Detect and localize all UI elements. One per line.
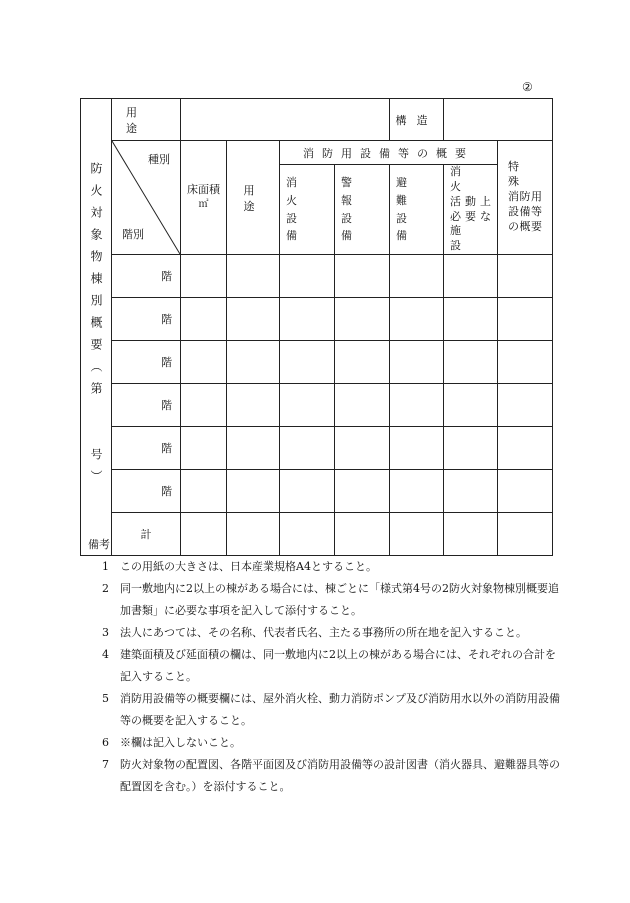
usage-cell-input[interactable]	[227, 384, 280, 427]
special-input[interactable]	[498, 384, 553, 427]
floor-cell: 階	[112, 255, 181, 298]
note-text: 同一敷地内に2以上の棟がある場合には、棟ごとに「様式第4号の2防火対象物棟別概要追加書類」に必要な事項を記入して添付すること。	[120, 582, 559, 617]
extinguishing-line: 設 備	[286, 211, 319, 243]
vertical-title-cell	[81, 99, 112, 556]
note-number: 3	[102, 626, 109, 639]
note-number: 1	[102, 560, 109, 573]
total-label: 計	[112, 513, 181, 556]
usage-cell-input[interactable]	[227, 470, 280, 513]
floor-area-input[interactable]	[181, 255, 227, 298]
evacuation-input[interactable]	[390, 255, 444, 298]
alarm-input[interactable]	[335, 427, 390, 470]
special-line: 消防用	[508, 190, 542, 204]
special-line: の概要	[508, 219, 542, 233]
floor-label: 階別	[122, 228, 144, 242]
special-line: 設備等	[508, 204, 542, 218]
extinguishing-input[interactable]	[280, 470, 335, 513]
note-item	[102, 732, 565, 754]
extinguishing-line: 消 火	[286, 176, 319, 207]
fire-equipment-overview-header: 消防用設備等の概要	[280, 141, 498, 165]
floor-area-label: 床面積	[187, 183, 220, 197]
note-number: 4	[102, 648, 109, 661]
note-item	[102, 754, 565, 798]
extinguishing-input[interactable]	[280, 427, 335, 470]
note-text: 建築面積及び延面積の欄は、同一敷地内に2以上の棟がある場合には、それぞれの合計を記入すること。	[120, 648, 556, 683]
usage-cell-input[interactable]	[227, 255, 280, 298]
extinguishing-input[interactable]	[280, 298, 335, 341]
floor-cell: 階	[112, 384, 181, 427]
alarm-input[interactable]	[335, 298, 390, 341]
table-row	[81, 298, 553, 341]
vertical-title: 防火対象物棟別概要（第 号）	[89, 162, 103, 493]
evacuation-line: 避 難	[396, 176, 429, 207]
floor-area-unit: ㎡	[198, 199, 209, 211]
note-item	[102, 556, 565, 578]
special-equipment-header	[498, 141, 553, 255]
note-item	[102, 578, 565, 622]
notes-title: 備考	[88, 538, 110, 551]
evacuation-input[interactable]	[390, 384, 444, 427]
evacuation-input[interactable]	[390, 470, 444, 513]
table-row	[81, 427, 553, 470]
extinguishing-header	[280, 165, 335, 255]
floor-cell: 階	[112, 298, 181, 341]
kind-floor-header	[112, 141, 181, 255]
note-text: 法人にあつては、その名称、代表者氏名、主たる事務所の所在地を記入すること。	[120, 626, 527, 639]
special-input[interactable]	[498, 255, 553, 298]
alarm-input[interactable]	[335, 470, 390, 513]
structure-label: 構造	[390, 99, 444, 141]
evacuation-header	[390, 165, 444, 255]
evacuation-input[interactable]	[390, 341, 444, 384]
firefighting-input[interactable]	[444, 427, 498, 470]
alarm-input[interactable]	[335, 341, 390, 384]
floor-area-input[interactable]	[181, 298, 227, 341]
firefighting-input[interactable]	[444, 298, 498, 341]
note-number: 5	[102, 692, 109, 705]
note-text: 防火対象物の配置図、各階平面図及び消防用設備等の設計図書（消火器具、避難器具等の配置図を含む。）を添付すること。	[120, 758, 560, 793]
evacuation-line: 設 備	[396, 211, 429, 243]
note-text: ※欄は記入しないこと。	[120, 736, 241, 749]
notes	[88, 534, 565, 798]
alarm-input[interactable]	[335, 384, 390, 427]
evacuation-input[interactable]	[390, 298, 444, 341]
floor-cell: 階	[112, 341, 181, 384]
evacuation-input[interactable]	[390, 427, 444, 470]
extinguishing-input[interactable]	[280, 341, 335, 384]
floor-area-input[interactable]	[181, 470, 227, 513]
table-row	[81, 341, 553, 384]
firefighting-line: 必要な	[450, 209, 491, 223]
floor-area-input[interactable]	[181, 341, 227, 384]
note-number: 6	[102, 736, 109, 749]
building-overview-form	[80, 98, 553, 556]
note-number: 7	[102, 758, 109, 771]
special-input[interactable]	[498, 341, 553, 384]
note-text: この用紙の大きさは、日本産業規格A4とすること。	[120, 560, 377, 573]
extinguishing-input[interactable]	[280, 384, 335, 427]
floor-area-input[interactable]	[181, 427, 227, 470]
note-number: 2	[102, 582, 109, 595]
alarm-input[interactable]	[335, 255, 390, 298]
usage-cell-input[interactable]	[227, 427, 280, 470]
table-row	[81, 470, 553, 513]
alarm-line: 設 備	[341, 211, 374, 243]
floor-area-header	[181, 141, 227, 255]
usage-input[interactable]	[181, 99, 390, 141]
firefighting-line: 施 設	[450, 224, 483, 253]
firefighting-line: 消 火	[450, 165, 483, 193]
firefighting-facilities-header	[444, 165, 498, 255]
kind-label: 種別	[148, 153, 170, 166]
firefighting-input[interactable]	[444, 341, 498, 384]
special-input[interactable]	[498, 427, 553, 470]
note-item	[102, 622, 565, 644]
firefighting-line: 活動上	[450, 194, 491, 208]
table-row	[81, 384, 553, 427]
special-input[interactable]	[498, 298, 553, 341]
special-input[interactable]	[498, 470, 553, 513]
extinguishing-input[interactable]	[280, 255, 335, 298]
usage-cell-input[interactable]	[227, 298, 280, 341]
page-mark: ②	[522, 80, 533, 94]
alarm-header	[335, 165, 390, 255]
firefighting-input[interactable]	[444, 470, 498, 513]
note-item	[102, 688, 565, 732]
usage-cell-input[interactable]	[227, 341, 280, 384]
floor-area-input[interactable]	[181, 384, 227, 427]
usage-column-header: 用 途	[227, 141, 280, 255]
special-line: 特 殊	[508, 160, 541, 189]
note-text: 消防用設備等の概要欄には、屋外消火栓、動力消防ポンプ及び消防用水以外の消防用設備等の概要を記入すること。	[120, 692, 560, 727]
note-item	[102, 644, 565, 688]
table-row	[81, 255, 553, 298]
firefighting-input[interactable]	[444, 384, 498, 427]
floor-cell: 階	[112, 470, 181, 513]
structure-input[interactable]	[444, 99, 553, 141]
firefighting-input[interactable]	[444, 255, 498, 298]
alarm-line: 警 報	[341, 176, 374, 207]
usage-label: 用途	[112, 99, 181, 141]
floor-cell: 階	[112, 427, 181, 470]
